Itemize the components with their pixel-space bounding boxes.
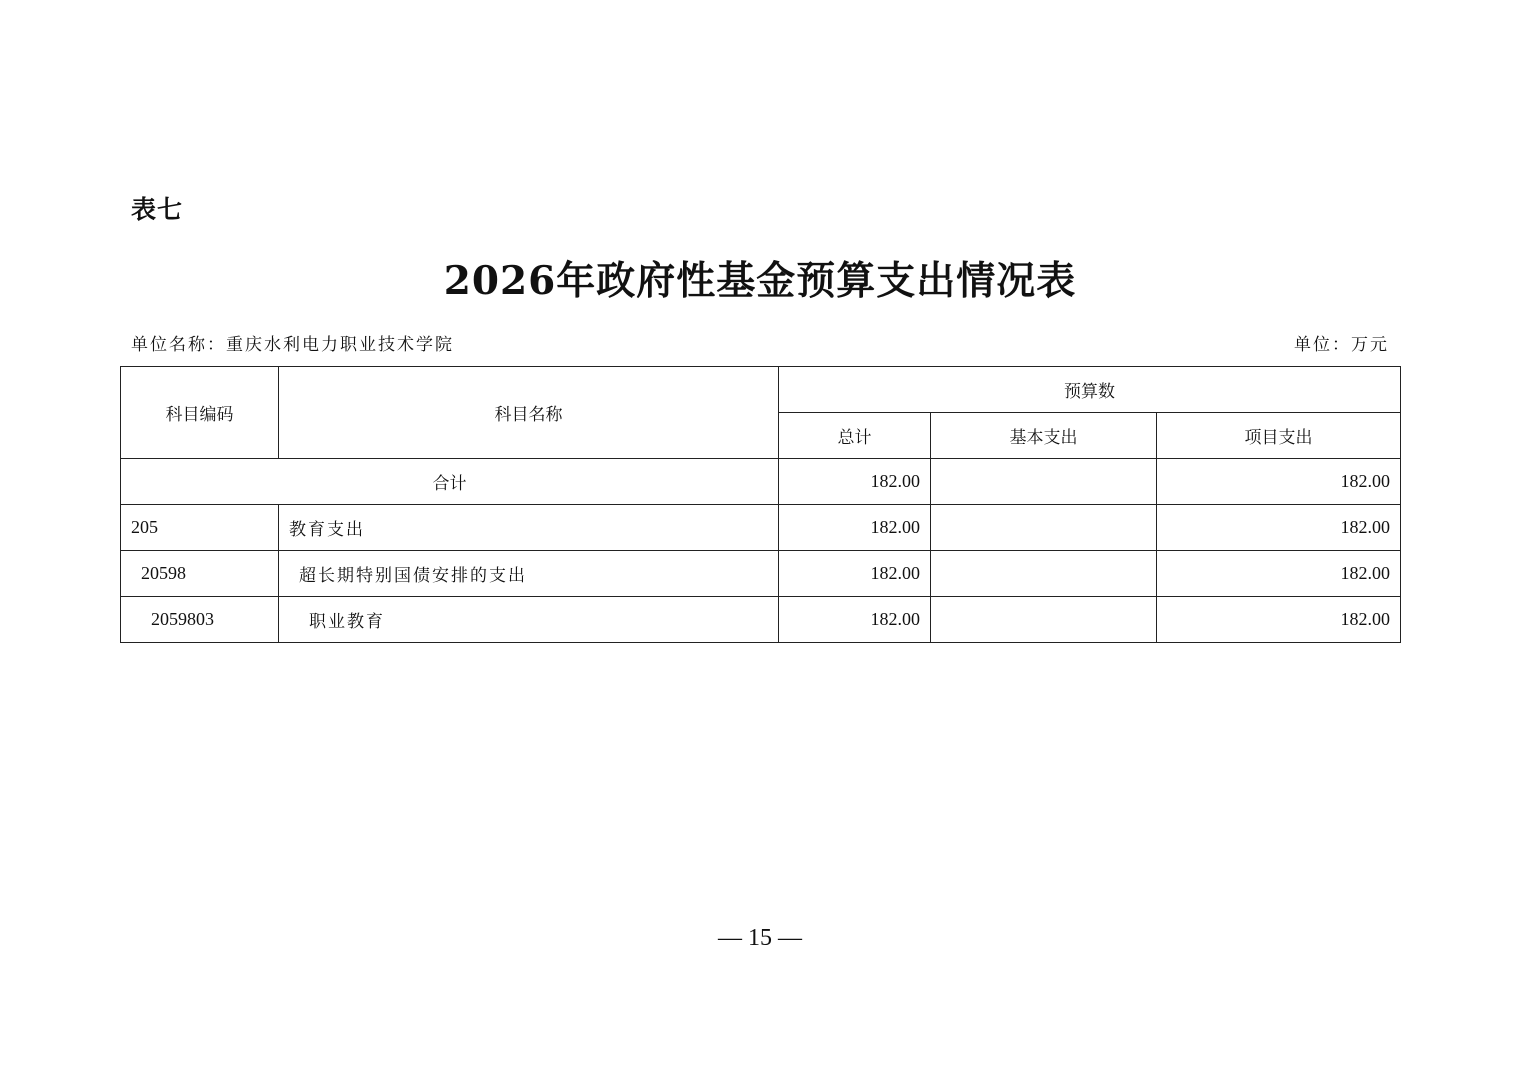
organization-name: 单位名称：重庆水利电力职业技术学院 xyxy=(131,335,454,355)
row-total: 182.00 xyxy=(779,505,931,551)
row-basic xyxy=(931,551,1157,597)
subject-code: 2059803 xyxy=(121,597,279,643)
row-project: 182.00 xyxy=(1157,505,1401,551)
table-number-label: 表七 xyxy=(131,195,184,224)
header-subject-code: 科目编码 xyxy=(121,367,279,459)
row-project: 182.00 xyxy=(1157,597,1401,643)
subject-name: 职业教育 xyxy=(279,597,779,643)
header-subject-name: 科目名称 xyxy=(279,367,779,459)
row-basic xyxy=(931,597,1157,643)
page-number: — 15 — xyxy=(718,925,802,951)
document-title: 2026年政府性基金预算支出情况表 xyxy=(443,258,1077,304)
header-row-1 xyxy=(121,367,1401,413)
table-row xyxy=(121,551,1401,597)
total-row-project: 182.00 xyxy=(1157,459,1401,505)
table-row xyxy=(121,597,1401,643)
header-project-expenditure: 项目支出 xyxy=(1157,413,1401,459)
subject-code: 20598 xyxy=(121,551,279,597)
subject-name: 超长期特别国债安排的支出 xyxy=(279,551,779,597)
row-total: 182.00 xyxy=(779,551,931,597)
total-row-total: 182.00 xyxy=(779,459,931,505)
row-total: 182.00 xyxy=(779,597,931,643)
header-basic-expenditure: 基本支出 xyxy=(931,413,1157,459)
row-basic xyxy=(931,505,1157,551)
row-project: 182.00 xyxy=(1157,551,1401,597)
budget-expenditure-table xyxy=(120,366,1401,643)
currency-unit-label: 单位：万元 xyxy=(1294,335,1389,355)
subject-code: 205 xyxy=(121,505,279,551)
total-row-basic xyxy=(931,459,1157,505)
header-total: 总计 xyxy=(779,413,931,459)
total-row xyxy=(121,459,1401,505)
table-row xyxy=(121,505,1401,551)
header-budget-amount: 预算数 xyxy=(779,367,1401,413)
subject-name: 教育支出 xyxy=(279,505,779,551)
total-row-label: 合计 xyxy=(121,459,779,505)
